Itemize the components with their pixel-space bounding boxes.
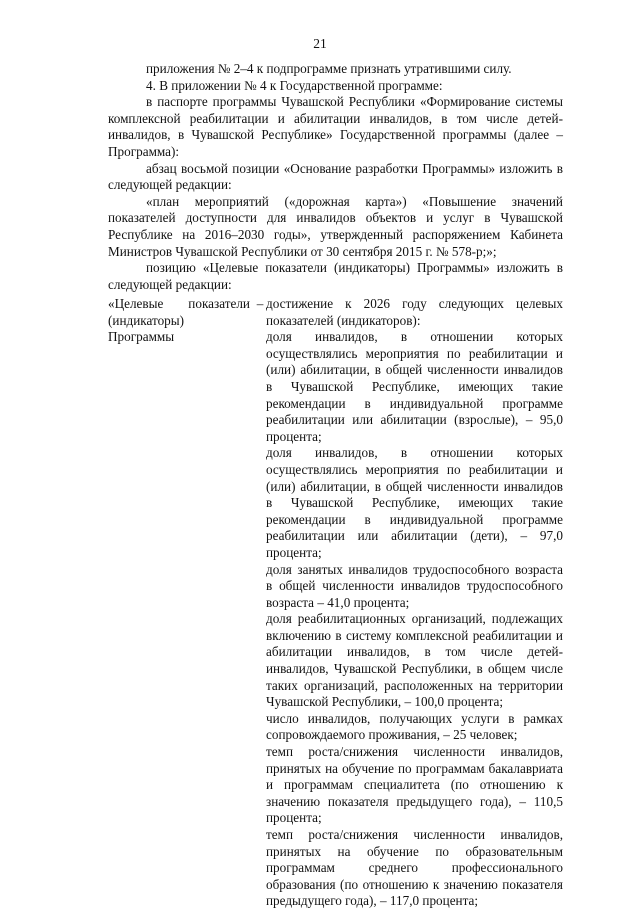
indicator-item: темп роста/снижения численности инвалидов, принятых на обучение по программам бакалавриата и программам специалитета (по отношению к значению показателя предыдущего года), – 110,5 процента; — [266, 744, 563, 826]
indicator-item: доля инвалидов, в отношении которых осуществлялись мероприятия по реабилитации и (или) абилитации, в общей численности инвалидов в Чувашской Республике, имеющих такие рекомендации в индивидуальной программе реабилитации или абилитации (дети), – 97,0 процента; — [266, 445, 563, 560]
table-right-content — [266, 296, 563, 910]
target-indicators-table — [108, 296, 563, 910]
paragraph-2: 4. В приложении № 4 к Государственной программе: — [146, 77, 443, 93]
body-text — [108, 61, 563, 293]
indicator-item: доля реабилитационных организаций, подлежащих включению в систему комплексной реабилитации и абилитации инвалидов, в том числе детей-инвалидов, Чувашской Республики, в общем числе таких организаций, расположенных на территории Чувашской Республики, – 100,0 процента; — [266, 611, 563, 710]
indicator-item: доля занятых инвалидов трудоспособного возраста в общей численности инвалидов трудоспособного возраста – 41,0 процента; — [266, 561, 563, 610]
indicator-item: доля инвалидов, в отношении которых осуществлялись мероприятия по реабилитации и (или) абилитации, в общей численности инвалидов в Чувашской Республике, имеющих такие рекомендации в индивидуальной программе реабилитации или абилитации (взрослые), – 95,0 процента; — [266, 329, 563, 444]
paragraph-4: абзац восьмой позиции «Основание разработки Программы» изложить в следующей редакции: — [108, 160, 563, 193]
paragraph-5: «план мероприятий («дорожная карта») «Повышение значений показателей доступности для инвалидов объектов и услуг в Чувашской Республике на 2016–2030 годы», утвержденный распоряжением Кабинета Министров Чувашской Республики от 30 сентября 2015 г. № 578-р;»; — [108, 193, 563, 259]
paragraph-3: в паспорте программы Чувашской Республики «Формирование системы комплексной реабилитации и абилитации инвалидов, в том числе детей-инвалидов, в Чувашской Республике» Государственной программы (далее – Программа): — [108, 94, 563, 159]
table-dash: – — [256, 296, 264, 311]
paragraph-6: позицию «Целевые показатели (индикаторы) Программы» изложить в следующей редакции: — [108, 260, 563, 292]
page-number: 21 — [313, 36, 327, 51]
indicator-item: достижение к 2026 году следующих целевых показателей (индикаторов): — [266, 296, 563, 328]
table-left-label: «Целевые показатели (индикаторы) Программы — [108, 296, 250, 345]
indicator-item: темп роста/снижения численности инвалидов, принятых на обучение по образовательным программам среднего профессионального образования (по отношению к значению показателя предыдущего года), – 117,0 процента; — [266, 827, 563, 909]
paragraph-1: приложения № 2–4 к подпрограмме признать утратившими силу. — [146, 61, 512, 76]
indicator-item: число инвалидов, получающих услуги в рамках сопровождаемого проживания, – 25 человек; — [266, 710, 563, 743]
